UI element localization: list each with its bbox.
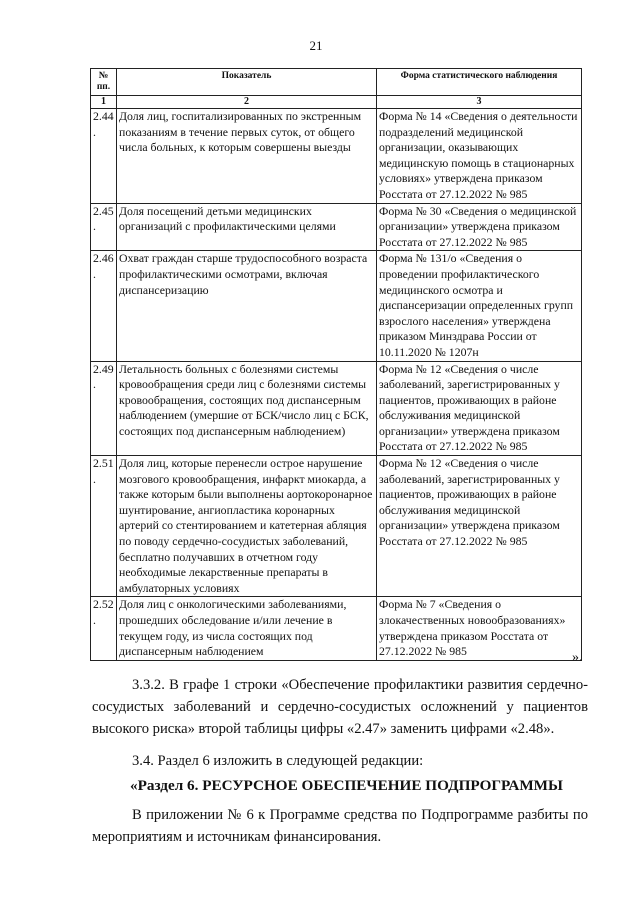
section-heading: «Раздел 6. РЕСУРСНОЕ ОБЕСПЕЧЕНИЕ ПОДПРОГРАММЫ	[130, 777, 563, 794]
row-number: 2.46.	[91, 251, 117, 361]
row-number: 2.44.	[91, 109, 117, 204]
table-row	[91, 597, 582, 660]
row-form: Форма № 131/о «Сведения о проведении профилактического медицинского осмотра и диспансеризации определенных групп взрослого населения» утверждена приказом Минздрава России от 10.11.2020 № 1207н	[377, 251, 582, 361]
table-row	[91, 456, 582, 597]
column-number-1: 1	[91, 96, 117, 109]
row-indicator: Доля лиц, которые перенесли острое нарушение мозгового кровообращения, инфаркт миокарда, а также которым были выполнены аортокоронарное шунтирование, ангиопластика коронарных артерий со стентированием и катетерная абляция по поводу сердечно-сосудистых заболеваний, бесплатно получавших в отчетном году необходимые лекарственные препараты в амбулаторных условиях	[117, 456, 377, 597]
closing-quote: ».	[572, 650, 583, 665]
row-form: Форма № 12 «Сведения о числе заболеваний, зарегистрированных у пациентов, проживающих в районе обслуживания медицинской организации» утверждена приказом Росстата от 27.12.2022 № 985	[377, 361, 582, 456]
row-form: Форма № 12 «Сведения о числе заболеваний, зарегистрированных у пациентов, проживающих в районе обслуживания медицинской организации» утверждена приказом Росстата от 27.12.2022 № 985	[377, 456, 582, 597]
header-form: Форма статистического наблюдения	[377, 69, 582, 96]
column-number-row	[91, 96, 582, 109]
row-number: 2.51.	[91, 456, 117, 597]
table-row	[91, 203, 582, 251]
row-indicator: Доля лиц с онкологическими заболеваниями, прошедших обследование и/или лечение в текущем году, из числа состоящих под диспансерным наблюдением	[117, 597, 377, 660]
table-row	[91, 109, 582, 204]
row-indicator: Летальность больных с болезнями системы кровообращения среди лиц с болезнями системы кровообращения, состоящих под диспансерным наблюдением (умершие от БСК/число лиц с БСК, состоящих под диспансерным наблюдением)	[117, 361, 377, 456]
column-number-3: 3	[377, 96, 582, 109]
row-form: Форма № 14 «Сведения о деятельности подразделений медицинской организации, оказывающих медицинскую помощь в стационарных условиях» утверждена приказом Росстата от 27.12.2022 № 985	[377, 109, 582, 204]
header-number: № пп.	[91, 69, 117, 96]
paragraph-amendment-3-4: 3.4. Раздел 6 изложить в следующей редакции:	[132, 753, 424, 769]
column-number-2: 2	[117, 96, 377, 109]
row-form: Форма № 30 «Сведения о медицинской организации» утверждена приказом Росстата от 27.12.2022 № 985	[377, 203, 582, 251]
header-indicator: Показатель	[117, 69, 377, 96]
paragraph-section-6: В приложении № 6 к Программе средства по Подпрограмме разбиты по мероприятиям и источникам финансирования.	[92, 807, 588, 845]
row-form: Форма № 7 «Сведения о злокачественных новообразованиях» утверждена приказом Росстата от 27.12.2022 № 985	[377, 597, 582, 660]
row-number: 2.45.	[91, 203, 117, 251]
table-row	[91, 361, 582, 456]
page-number: 21	[309, 38, 323, 53]
row-indicator: Доля посещений детьми медицинских организаций с профилактическими целями	[117, 203, 377, 251]
paragraph-amendment-3-3-2: 3.3.2. В графе 1 строки «Обеспечение профилактики развития сердечно-сосудистых заболеваний и сердечно-сосудистых осложнений у пациентов высокого риска» второй таблицы цифры «2.47» заменить цифрами «2.48».	[92, 677, 588, 737]
table-row	[91, 251, 582, 361]
statistics-table	[90, 68, 582, 661]
row-number: 2.52.	[91, 597, 117, 660]
row-indicator: Доля лиц, госпитализированных по экстренным показаниям в течение первых суток, от общего числа больных, к которым совершены выезды	[117, 109, 377, 204]
row-number: 2.49.	[91, 361, 117, 456]
row-indicator: Охват граждан старше трудоспособного возраста профилактическими осмотрами, включая диспансеризацию	[117, 251, 377, 361]
table-header-row	[91, 69, 582, 96]
